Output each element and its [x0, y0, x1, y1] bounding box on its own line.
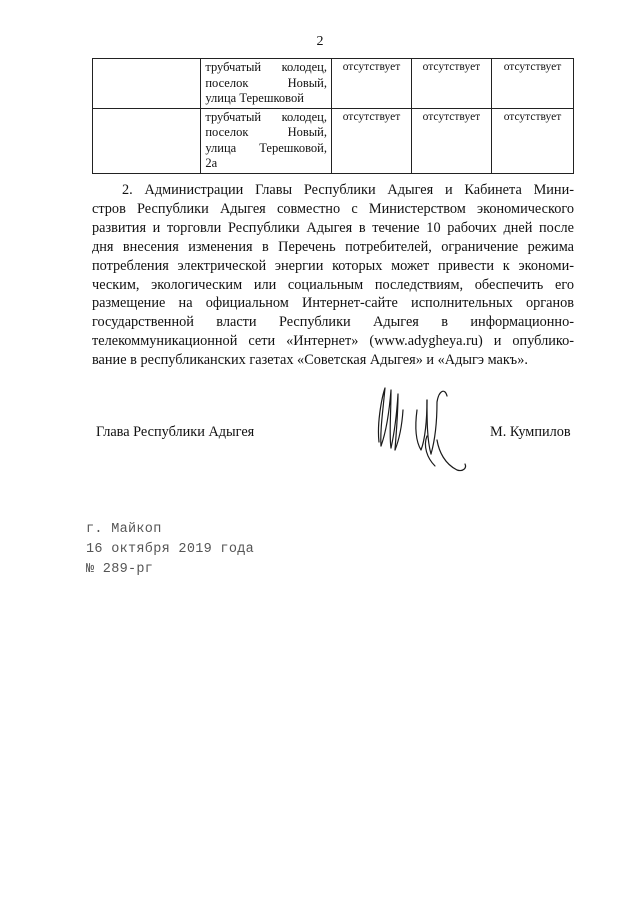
- table-cell-empty: [93, 108, 201, 173]
- table-cell-location: [201, 59, 332, 109]
- cell-text-line: улица Терешковой: [205, 91, 304, 105]
- paragraph-line: 2. Администрации Главы Республики Адыгея и Кабинета Мини-: [122, 182, 574, 198]
- paragraph-line: ческим, экологическим или социальным последствиям, обеспечить его: [92, 276, 574, 293]
- table-cell-status: отсутствует: [491, 108, 573, 173]
- cell-text-line: трубчатый колодец,: [205, 109, 327, 124]
- paragraph-line: дня внесения изменения в Перечень потребителей, ограничение режима: [92, 238, 574, 255]
- paragraph-line: потребления электрической энергии которых может привести к экономи-: [92, 257, 574, 274]
- table-cell-status: отсутствует: [491, 59, 573, 109]
- table-cell-location: [201, 108, 332, 173]
- paragraph-line: размещение на официальном Интернет-сайте исполнительных органов: [92, 295, 574, 312]
- handwritten-signature: [365, 380, 475, 480]
- table-cell-status: отсутствует: [331, 59, 411, 109]
- paragraph-line: развития и торговли Республики Адыгея в течение 10 рабочих дней после: [92, 219, 574, 236]
- cell-text-line: 2а: [205, 156, 218, 170]
- table-row: [93, 108, 574, 173]
- table-cell-status: отсутствует: [411, 108, 491, 173]
- cell-text-line: улица Терешковой,: [205, 140, 327, 155]
- footer-document-number: № 289-рг: [86, 562, 154, 577]
- footer-city: г. Майкоп: [86, 522, 162, 537]
- paragraph-line: вание в республиканских газетах «Советская Адыгея» и «Адыгэ макъ».: [92, 352, 528, 369]
- paragraph-item-2: [92, 181, 574, 370]
- signatory-name: М. Кумпилов: [490, 424, 571, 440]
- cell-text-line: поселок Новый,: [205, 75, 327, 90]
- table-cell-status: отсутствует: [331, 108, 411, 173]
- signatory-title: Глава Республики Адыгея: [96, 424, 255, 440]
- table-cell-empty: [93, 59, 201, 109]
- table-row: [93, 59, 574, 109]
- paragraph-line: телекоммуникационной сети «Интернет» (www.adygheya.ru) и опублико-: [92, 333, 574, 350]
- page-number: 2: [316, 34, 324, 49]
- paragraph-line: государственной власти Республики Адыгея в информационно-: [92, 314, 574, 331]
- cell-text-line: поселок Новый,: [205, 125, 327, 139]
- cell-text-line: трубчатый колодец,: [205, 60, 327, 74]
- paragraph-line: стров Республики Адыгея совместно с Министерством экономического: [92, 200, 574, 217]
- consumers-table: [92, 58, 574, 174]
- footer-date: 16 октября 2019 года: [86, 542, 255, 557]
- table-cell-status: отсутствует: [411, 59, 491, 109]
